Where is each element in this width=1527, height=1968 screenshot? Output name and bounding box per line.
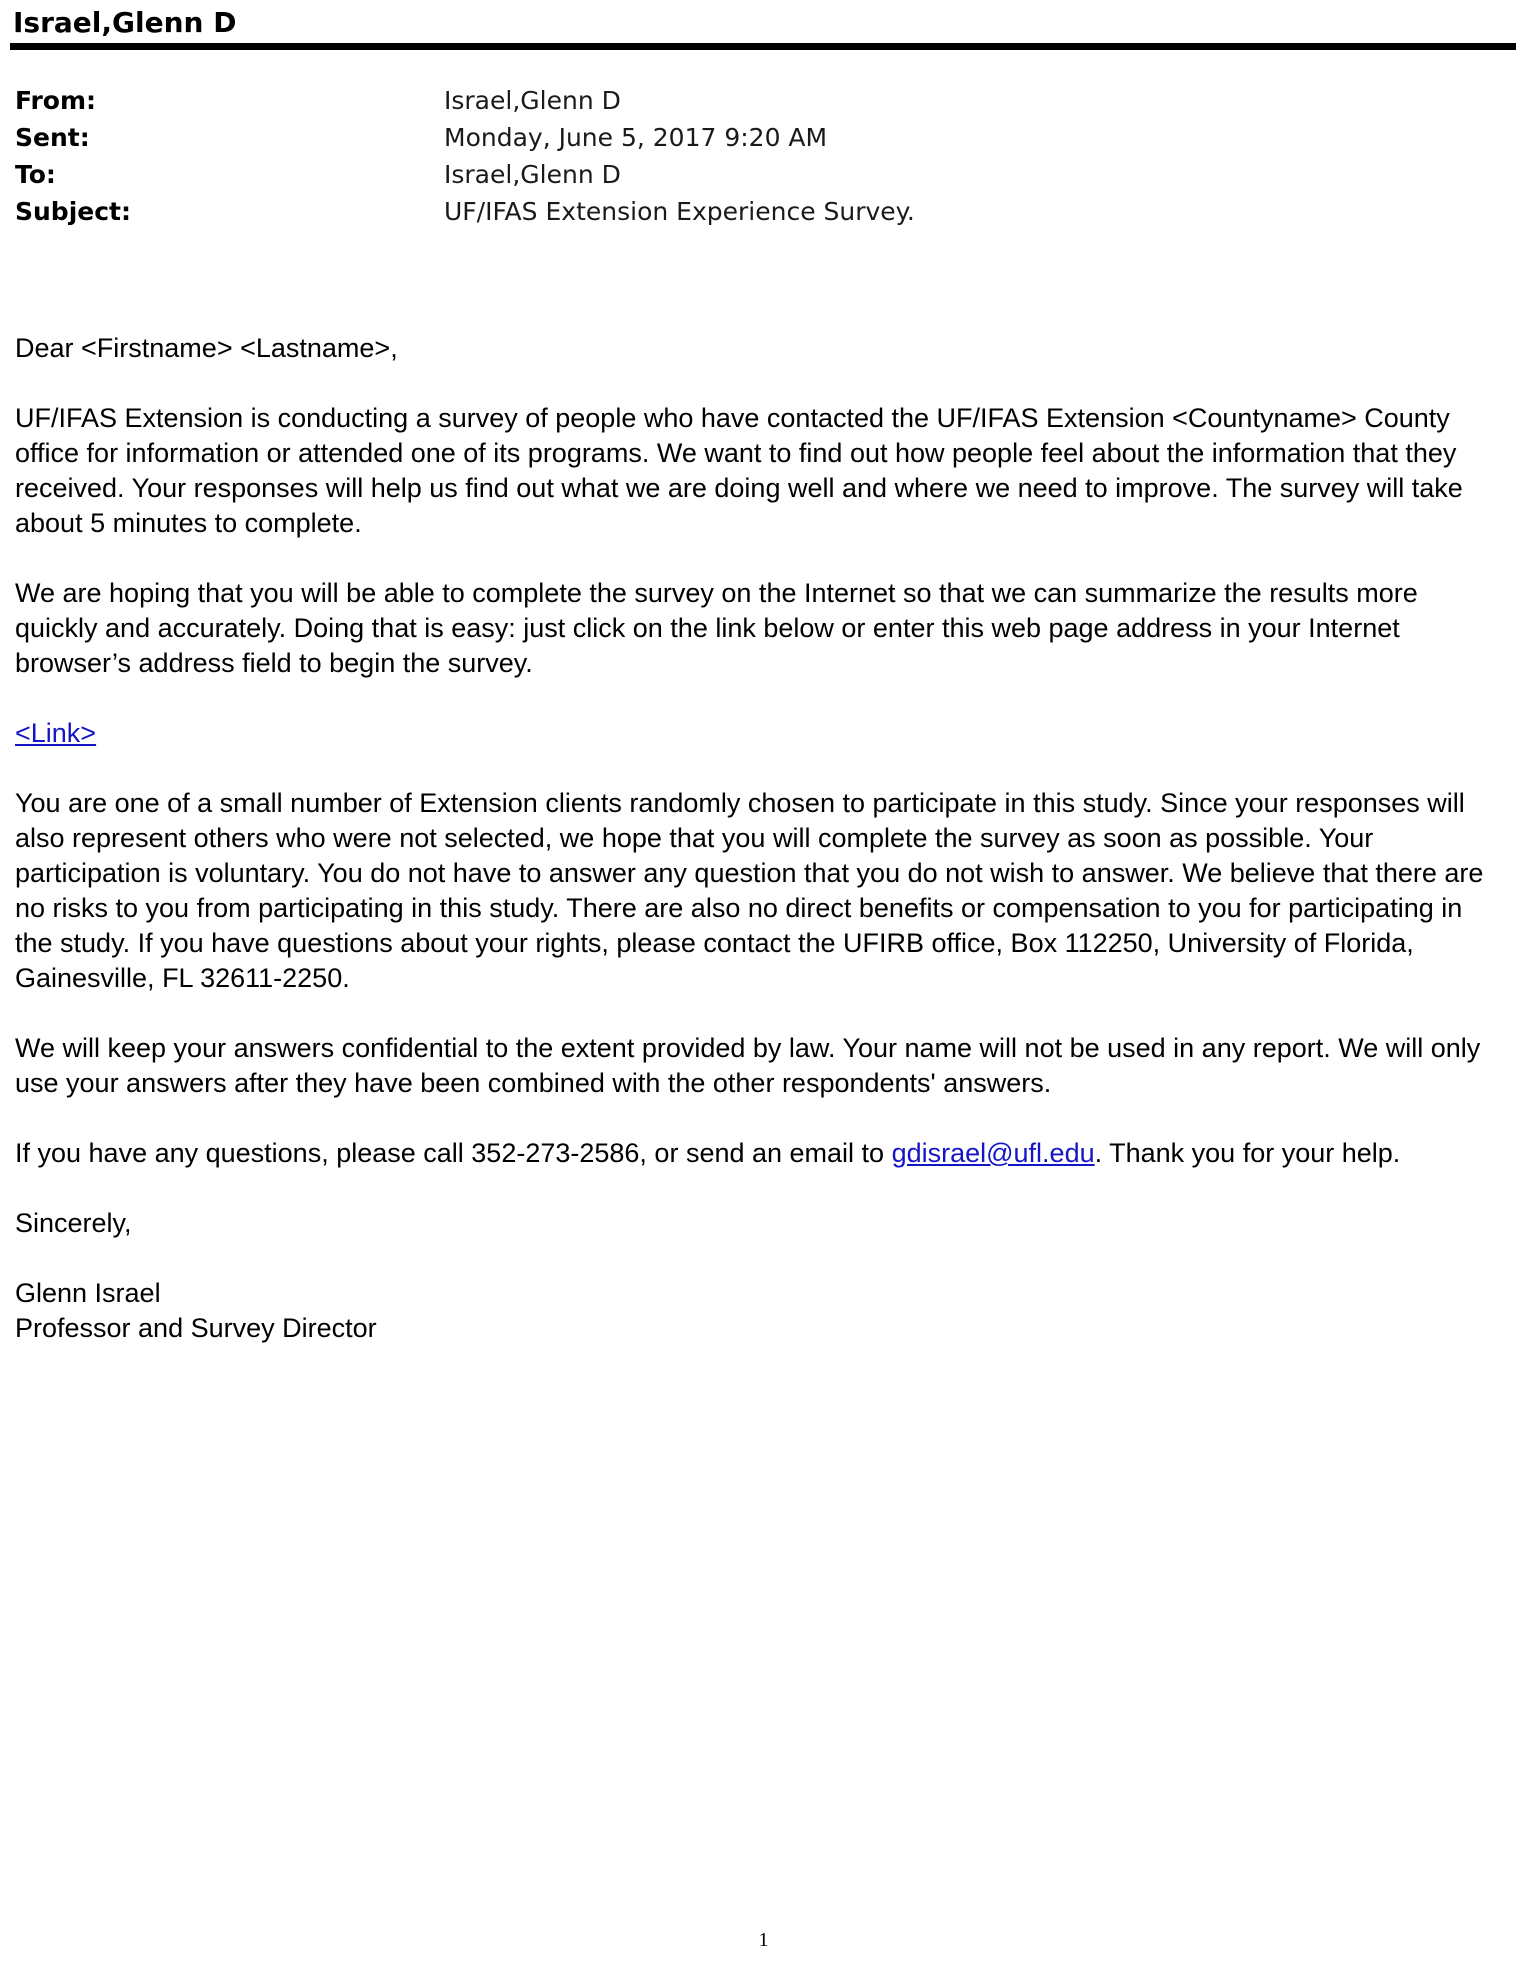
survey-link[interactable]: <Link> — [15, 718, 97, 748]
subject-label: Subject: — [15, 197, 131, 226]
sent-row — [15, 119, 1505, 156]
paragraph-internet-request: We are hoping that you will be able to complete the survey on the Internet so that we can summarize the results more quickly and accurately. Doing that is easy: just click on the link below or enter this web page address in your Internet browser’s address field to begin the survey. — [15, 578, 1418, 678]
signature-title: Professor and Survey Director — [15, 1313, 377, 1343]
header-divider — [10, 43, 1516, 50]
contact-text-after: . Thank you for your help. — [1094, 1138, 1401, 1168]
to-value: Israel,Glenn D — [444, 160, 621, 189]
email-metadata — [15, 82, 1505, 230]
contact-text-before: If you have any questions, please call 352-273-2586, or send an email to — [15, 1138, 892, 1168]
subject-row — [15, 193, 1505, 230]
to-row — [15, 156, 1505, 193]
paragraph-contact — [15, 1136, 1505, 1171]
paragraph-participation: You are one of a small number of Extension clients randomly chosen to participate in this study. Since your responses will also represent others who were not selected, we hope that you will complete the survey as soon as possible. Your participation is voluntary. You do not have to answer any question that you do not wish to answer. We believe that there are no risks to you from participating in this study. There are also no direct benefits or compensation to you for participating in the study. If you have questions about your rights, please contact the UFIRB office, Box 112250, University of Florida, Gainesville, FL 32611-2250. — [15, 788, 1484, 993]
sent-value: Monday, June 5, 2017 9:20 AM — [444, 123, 828, 152]
page-number: 1 — [758, 1929, 769, 1951]
email-link[interactable]: gdisrael@ufl.edu — [891, 1138, 1095, 1168]
from-row — [15, 82, 1505, 119]
page-header-title: Israel,Glenn D — [13, 6, 237, 39]
subject-value: UF/IFAS Extension Experience Survey. — [444, 197, 915, 226]
to-label: To: — [15, 160, 56, 189]
email-body — [15, 331, 1505, 1346]
from-label: From: — [15, 86, 97, 115]
paragraph-confidentiality: We will keep your answers confidential to the extent provided by law. Your name will not be used in any report. We will only use your answers after they have been combined with the other respondents' answers. — [15, 1033, 1481, 1098]
link-paragraph — [15, 716, 1505, 751]
sent-label: Sent: — [15, 123, 90, 152]
from-value: Israel,Glenn D — [444, 86, 621, 115]
paragraph-survey-intro: UF/IFAS Extension is conducting a survey of people who have contacted the UF/IFAS Extension <Countyname> County office for information or attended one of its programs. We want to find out how people feel about the information that they received. Your responses will help us find out what we are doing well and where we need to improve. The survey will take about 5 minutes to complete. — [15, 403, 1463, 538]
greeting: Dear <Firstname> <Lastname>, — [15, 333, 398, 363]
closing: Sincerely, — [15, 1208, 132, 1238]
signature-name: Glenn Israel — [15, 1278, 161, 1308]
